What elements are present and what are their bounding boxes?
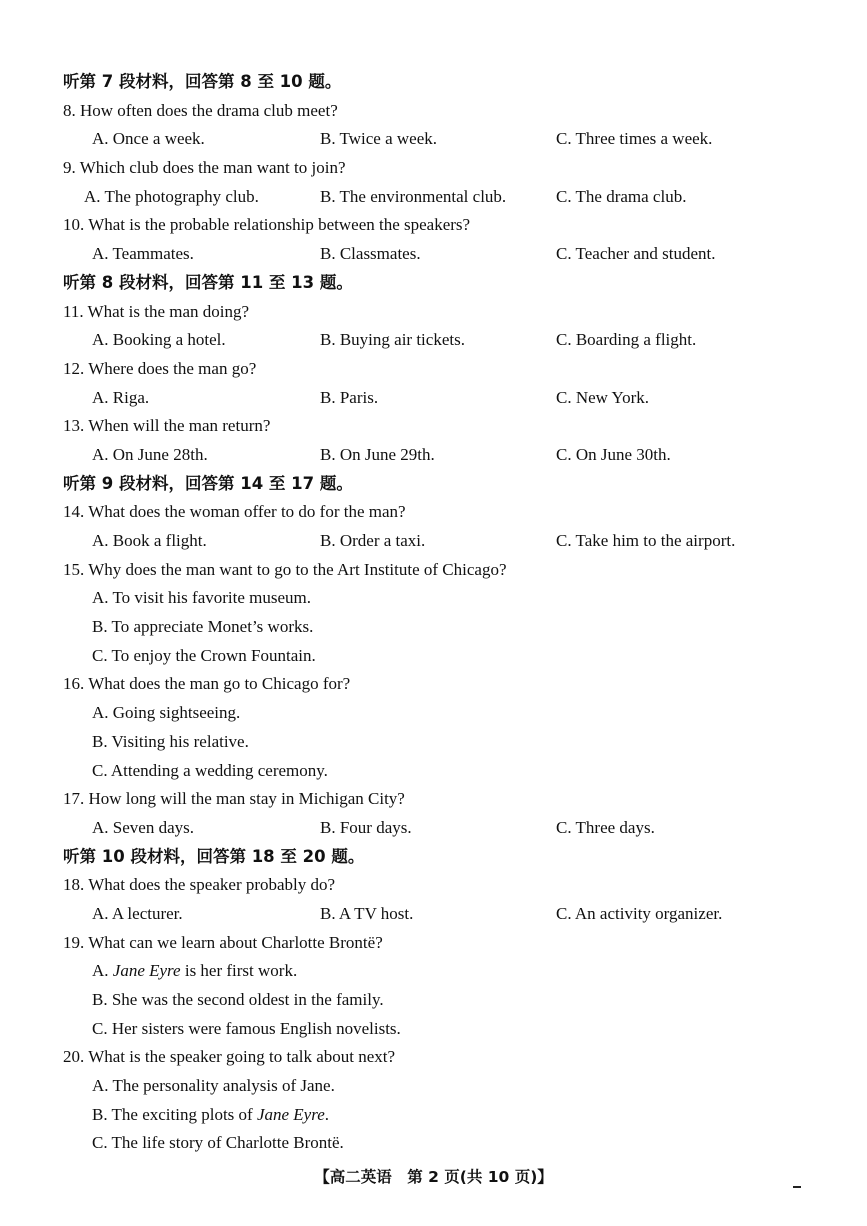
option-c: C. Take him to the airport.: [556, 531, 736, 550]
option-a: A. A lecturer.: [92, 903, 183, 923]
option-c: C. Her sisters were famous English novelists.: [92, 1018, 401, 1038]
option-b: B. Visiting his relative.: [92, 731, 249, 751]
options-row: [63, 814, 843, 843]
option-a: A. Going sightseeing.: [92, 703, 241, 723]
options-row: [63, 326, 843, 355]
question-15: 15. Why does the man want to go to the Art Institute of Chicago?: [63, 559, 507, 579]
question-11: 11. What is the man doing?: [63, 301, 250, 321]
question-14: 14. What does the woman offer to do for the man?: [63, 502, 406, 522]
option-a: [63, 957, 843, 986]
option-b: B. Twice a week.: [320, 129, 437, 149]
question-12: 12. Where does the man go?: [63, 358, 257, 378]
question-9: 9. Which club does the man want to join?: [63, 158, 346, 178]
option-c: C. Teacher and student.: [556, 244, 716, 264]
question-20: 20. What is the speaker going to talk about next?: [63, 1047, 396, 1067]
option-b: B. On June 29th.: [320, 444, 435, 464]
page-mark: [793, 1186, 801, 1188]
option-c: C. On June 30th.: [556, 444, 671, 464]
option-a: A. Booking a hotel.: [92, 330, 226, 350]
option-a: A. Riga.: [92, 387, 150, 407]
question-18: 18. What does the speaker probably do?: [63, 875, 336, 895]
option-b: B. Four days.: [320, 817, 412, 837]
option-a: A. The photography club.: [84, 186, 259, 206]
option-prefix: A.: [92, 961, 113, 981]
options-row: [63, 900, 843, 929]
option-prefix: B. The exciting plots of: [92, 1104, 257, 1124]
option-b: B. To appreciate Monet’s works.: [92, 617, 314, 637]
option-c: C. Attending a wedding ceremony.: [92, 760, 328, 780]
options-row: [63, 441, 843, 470]
book-title: Jane Eyre: [256, 1104, 325, 1124]
option-a: A. Teammates.: [92, 244, 194, 264]
option-c: C. To enjoy the Crown Fountain.: [92, 645, 316, 665]
option-a: A. Once a week.: [92, 129, 205, 149]
option-b: B. Classmates.: [320, 244, 421, 264]
section-heading: 听第 10 段材料，回答第 18 至 20 题。: [63, 846, 365, 866]
option-a: A. To visit his favorite museum.: [92, 588, 312, 608]
exam-page: [63, 68, 843, 1158]
option-c: C. New York.: [556, 387, 650, 407]
options-row: [63, 183, 843, 212]
option-c: C. Three times a week.: [556, 129, 713, 149]
option-b: [63, 1101, 843, 1130]
option-a: A. Seven days.: [92, 817, 194, 837]
option-suffix: .: [324, 1104, 330, 1124]
options-row: [63, 384, 843, 413]
section-heading: 听第 8 段材料，回答第 11 至 13 题。: [63, 272, 353, 292]
option-b: B. The environmental club.: [320, 186, 507, 206]
option-c: C. Three days.: [556, 817, 655, 837]
question-13: 13. When will the man return?: [63, 416, 271, 436]
option-b: B. Buying air tickets.: [320, 330, 465, 350]
option-a: A. The personality analysis of Jane.: [92, 1076, 335, 1096]
option-b: B. A TV host.: [320, 903, 414, 923]
question-17: 17. How long will the man stay in Michigan City?: [63, 789, 405, 809]
option-b: B. Paris.: [320, 387, 379, 407]
option-b: B. Order a taxi.: [320, 531, 426, 550]
question-19: 19. What can we learn about Charlotte Brontë?: [63, 932, 383, 952]
book-title: Jane Eyre: [112, 961, 181, 981]
page-footer: 【高二英语 第 2 页(共 10 页)】: [314, 1168, 553, 1186]
option-a: A. Book a flight.: [92, 531, 207, 550]
question-16: 16. What does the man go to Chicago for?: [63, 674, 351, 694]
option-c: C. The life story of Charlotte Brontë.: [92, 1133, 344, 1153]
option-c: C. The drama club.: [556, 186, 687, 206]
option-b: B. She was the second oldest in the family.: [92, 990, 384, 1009]
question-10: 10. What is the probable relationship between the speakers?: [63, 215, 471, 235]
question-8: 8. How often does the drama club meet?: [63, 100, 338, 120]
options-row: [63, 240, 843, 269]
option-a: A. On June 28th.: [92, 444, 208, 464]
section-heading: 听第 7 段材料，回答第 8 至 10 题。: [63, 72, 342, 91]
option-c: C. Boarding a flight.: [556, 330, 697, 350]
section-heading: 听第 9 段材料，回答第 14 至 17 题。: [63, 473, 353, 493]
options-row: [63, 125, 843, 154]
option-c: C. An activity organizer.: [556, 903, 723, 923]
options-row: [63, 527, 843, 556]
option-suffix: is her first work.: [180, 961, 298, 981]
